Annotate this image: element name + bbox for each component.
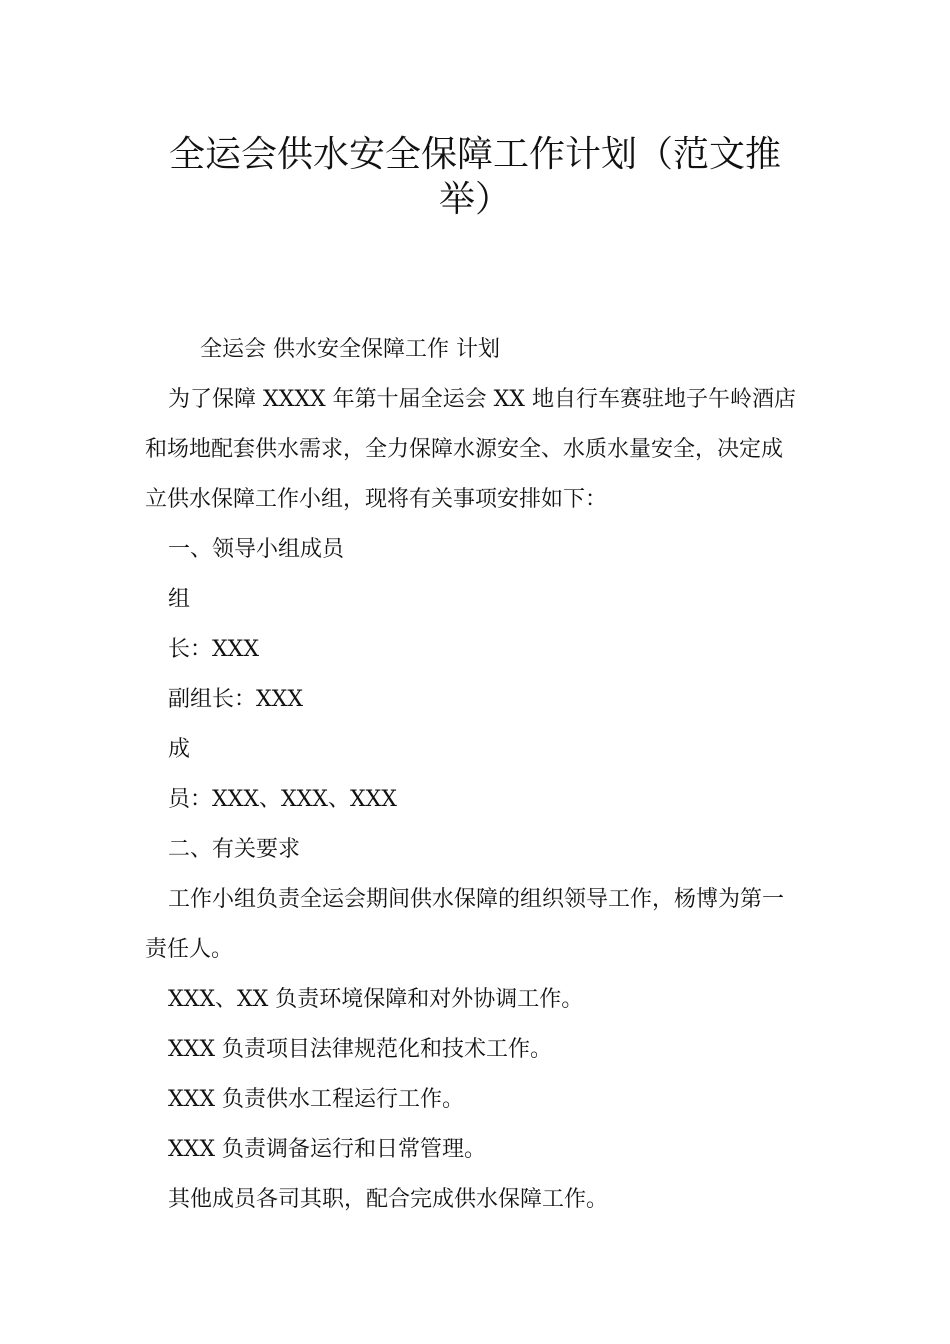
leader-label-part-1: 组 [168,587,191,612]
section2-para1-line-2: 责任人。 [145,937,234,962]
duty-line: XXX 负责调备运行和日常管理。 [168,1137,486,1162]
members-label-part-1: 成 [168,737,191,762]
members-label-part-2: 员：XXX、XXX、XXX [168,787,397,812]
duty-line: 其他成员各司其职，配合完成供水保障工作。 [168,1187,609,1212]
intro-line-2: 和场地配套供水需求，全力保障水源安全、水质水量安全，决定成 [145,437,784,462]
intro-line-1: 为了保障 XXXX 年第十届全运会 XX 地自行车赛驻地子午岭酒店 [168,387,796,412]
section2-para1-line-1: 工作小组负责全运会期间供水保障的组织领导工作，杨博为第一 [168,887,785,912]
document-title-line-1: 全运会供水安全保障工作计划（范文推 [168,134,781,175]
leader-label-part-2: 长：XXX [168,637,259,662]
deputy-leader-line: 副组长：XXX [168,687,303,712]
duty-line: XXX 负责项目法律规范化和技术工作。 [168,1037,552,1062]
duty-line: XXX、XX 负责环境保障和对外协调工作。 [168,987,584,1012]
section2-heading: 二、有关要求 [168,837,301,862]
document-subtitle: 全运会 供水安全保障工作 计划 [200,337,500,362]
document-title-line-2: 举） [438,179,511,220]
duty-line: XXX 负责供水工程运行工作。 [168,1087,464,1112]
intro-line-3: 立供水保障工作小组，现将有关事项安排如下： [145,487,608,512]
section1-heading: 一、领导小组成员 [168,537,345,562]
